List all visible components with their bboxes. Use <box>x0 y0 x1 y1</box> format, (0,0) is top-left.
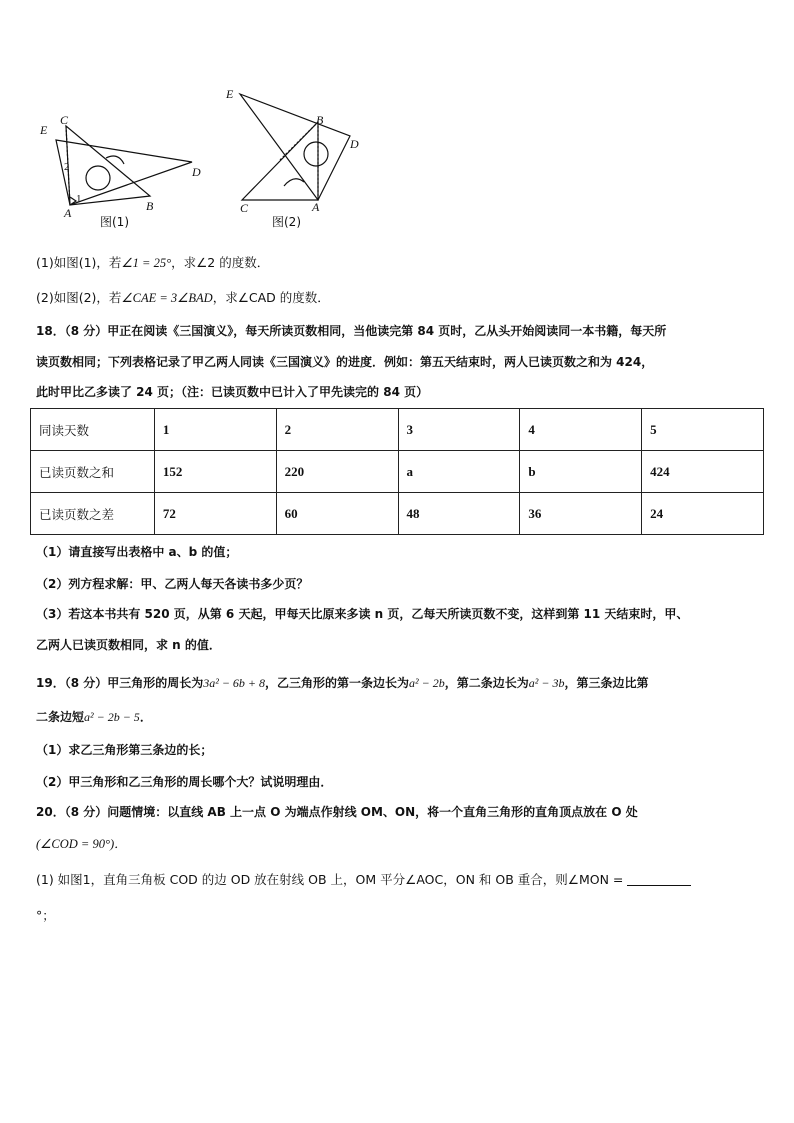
table-cell: 同读天数 <box>31 409 155 451</box>
q19-text-e: 二条边短 <box>36 710 85 724</box>
q18-question-3-line-2: 乙两人已读页数相同，求 n 的值． <box>36 638 221 652</box>
q19-text-d: ，第三条边比第 <box>564 676 649 690</box>
q20-angle-cod: (∠COD = 90°)． <box>36 837 127 851</box>
q19-text-c: ，第二条边长为 <box>444 676 529 690</box>
q18-question-1: （1）请直接写出表格中 a、b 的值； <box>36 545 238 559</box>
q19-expr-side-2: a² − 3b <box>528 676 565 690</box>
table-cell: 5 <box>642 409 764 451</box>
q18-question-2: （2）列方程求解：甲、乙两人每天各读书多少页？ <box>36 577 309 591</box>
fig2-label-e: E <box>226 87 234 101</box>
fig2-caption: 图(2) <box>272 215 301 229</box>
q19-stem-line-1 <box>36 674 648 692</box>
q17-part-2 <box>36 289 330 307</box>
fig1-label-1: 1 <box>76 193 82 205</box>
table-cell: 2 <box>276 409 398 451</box>
fig1-label-e: E <box>40 123 48 137</box>
q17-p1-suffix: ，求∠2 的度数． <box>171 255 270 270</box>
fig1-label-a: A <box>64 206 72 220</box>
table-cell: 1 <box>154 409 276 451</box>
q20-part-1-end: °； <box>36 908 55 923</box>
figure-1 <box>36 112 216 232</box>
q18-stem-line-1: 18．（8 分）甲正在阅读《三国演义》，每天所读页数相同，当他读完第 84 页时，乙从头开始阅读同一本书籍，每天所 <box>36 324 667 338</box>
reading-progress-table <box>30 408 764 535</box>
table-cell: 424 <box>642 451 764 493</box>
table-cell: 220 <box>276 451 398 493</box>
q17-p1-expr: ∠1 = 25° <box>121 256 172 270</box>
q18-question-3-line-1: （3）若这本书共有 520 页，从第 6 天起，甲每天比原来多读 n 页，乙每天所读页数不变，这样到第 11 天结束时，甲、 <box>36 607 689 621</box>
q18-stem-line-3: 此时甲比乙多读了 24 页；（注：已读页数中已计入了甲先读完的 84 页） <box>36 385 429 399</box>
table-cell: 已读页数之差 <box>31 493 155 535</box>
triangle-hole <box>304 142 328 166</box>
table-cell: 152 <box>154 451 276 493</box>
table-cell: 已读页数之和 <box>31 451 155 493</box>
table-cell: 4 <box>520 409 642 451</box>
fig1-label-d: D <box>192 165 201 179</box>
q19-expr-perimeter: 3a² − 6b + 8 <box>203 676 266 690</box>
q17-p2-prefix: (2)如图(2)，若 <box>36 290 122 305</box>
triangle-ade <box>240 94 350 200</box>
q19-text-b: ，乙三角形的第一条边长为 <box>265 676 410 690</box>
fig2-label-b: B <box>316 113 324 127</box>
q19-stem-line-2 <box>36 708 152 726</box>
table-row <box>31 493 764 535</box>
q19-question-1: （1）求乙三角形第三条边的长； <box>36 743 213 757</box>
table-cell: a <box>398 451 520 493</box>
triangle-hole <box>86 166 110 190</box>
q17-p2-expr: ∠CAE = 3∠BAD <box>121 291 213 305</box>
fig1-caption: 图(1) <box>100 215 129 229</box>
table-cell: 3 <box>398 409 520 451</box>
fig2-label-a: A <box>312 200 320 214</box>
q19-text-f: ． <box>139 710 152 724</box>
answer-blank[interactable] <box>627 873 691 886</box>
q19-expr-side-1: a² − 2b <box>409 676 445 690</box>
table-cell: 36 <box>520 493 642 535</box>
table-cell: 24 <box>642 493 764 535</box>
q20-p1-text: (1) 如图1，直角三角板 COD 的边 OD 放在射线 OB 上，OM 平分∠AOC，ON 和 OB 重合，则∠MON = <box>36 872 624 887</box>
q19-question-2: （2）甲三角形和乙三角形的周长哪个大？试说明理由． <box>36 775 333 789</box>
fig2-label-d: D <box>350 137 359 151</box>
q20-stem-line-1: 20．（8 分）问题情境：以直线 AB 上一点 O 为端点作射线 OM、ON，将一个直角三角形的直角顶点放在 O 处 <box>36 805 638 819</box>
q17-p1-prefix: (1)如图(1)，若 <box>36 255 122 270</box>
q20-part-1 <box>36 871 691 889</box>
q17-part-1 <box>36 254 269 272</box>
q20-stem-line-2 <box>36 835 127 853</box>
table-cell: 72 <box>154 493 276 535</box>
q17-p2-suffix: ，求∠CAD 的度数． <box>212 290 330 305</box>
fig1-label-c: C <box>60 113 69 127</box>
table-cell: 60 <box>276 493 398 535</box>
table-cell: b <box>520 451 642 493</box>
fig1-label-2: 2 <box>64 161 70 173</box>
figure-2 <box>222 84 372 234</box>
q19-text-a: 19．（8 分）甲三角形的周长为 <box>36 676 204 690</box>
table-cell: 48 <box>398 493 520 535</box>
table-row <box>31 409 764 451</box>
q19-expr-diff: a² − 2b − 5 <box>84 710 140 724</box>
table-row <box>31 451 764 493</box>
fig2-label-c: C <box>240 201 249 215</box>
q18-stem-line-2: 读页数相同；下列表格记录了甲乙两人同读《三国演义》的进度．例如：第五天结束时，两人已读页数之和为 424， <box>36 355 654 369</box>
fig1-label-b: B <box>146 199 154 213</box>
